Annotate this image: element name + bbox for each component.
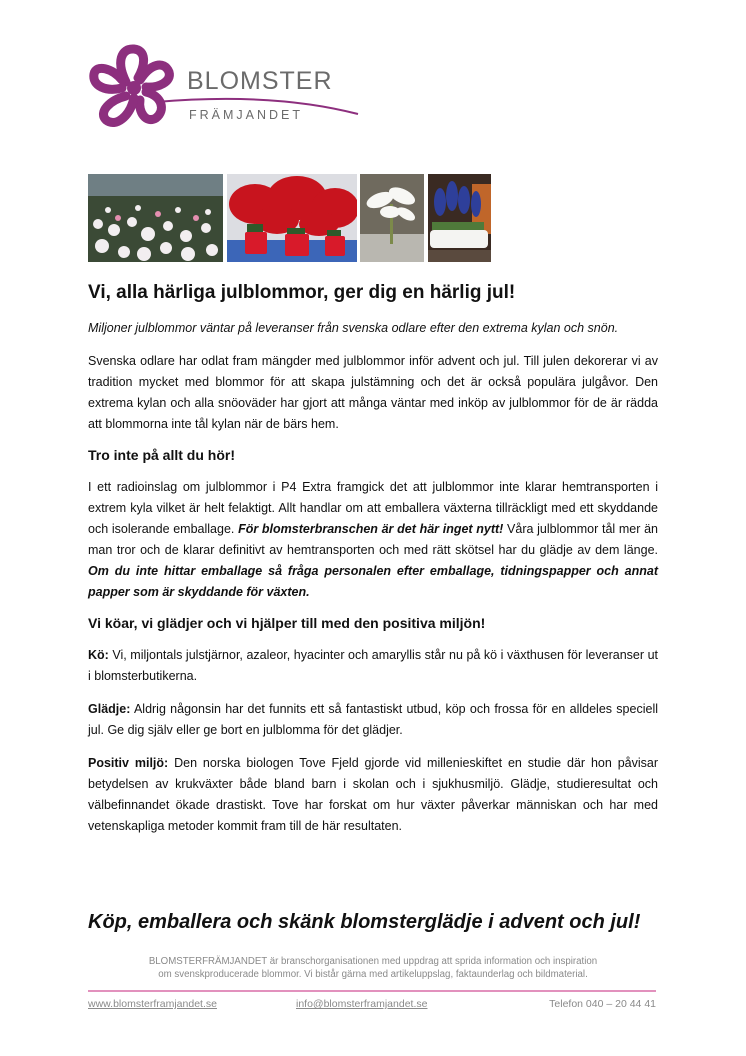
label-gladje: Glädje: [88, 702, 131, 716]
paragraph-radio [88, 477, 658, 603]
text-gladje: Aldrig någonsin har det funnits ett så fantastiskt utbud, köp och frossa för en alldeles speciell jul. Ge dig själv eller ge bort en julblomma för det glädjer. [88, 702, 658, 737]
logo-subtitle: FRÄMJANDET [189, 108, 304, 122]
footer-note-line-2: om svenskproducerade blommor. Vi bistår gärna med artikeluppslag, faktaunderlag och bildmaterial. [158, 969, 588, 980]
email-link[interactable]: info@blomsterframjandet.se [296, 998, 428, 1010]
photo-poinsettias [227, 174, 357, 262]
label-positiv-miljo: Positiv miljö: [88, 756, 169, 770]
article-lead: Miljoner julblommor väntar på leveranser från svenska odlare efter den extrema kylan och snön. [88, 321, 619, 335]
paragraph-ko [88, 645, 658, 687]
paragraph-radio-emphasis-2: Om du inte hittar emballage så fråga personalen efter emballage, tidningspapper och annat papper som är skyddande för växten. [88, 564, 658, 599]
closing-slogan: Köp, emballera och skänk blomsterglädje i advent och jul! [88, 911, 641, 933]
label-ko: Kö: [88, 648, 109, 662]
paragraph-positiv-miljo [88, 753, 658, 837]
website-link[interactable]: www.blomsterframjandet.se [88, 998, 217, 1010]
paragraph-radio-text-a: I ett radioinslag om julblommor i P4 Extra framgick det att julblommor inte klarar hemtransporten i extrem kyla vilket är helt felaktigt. Allt handlar om att emballera växterna tillräckligt med ett skyddande och isolerande emballage. [88, 480, 658, 536]
paragraph-intro: Svenska odlare har odlat fram mängder med julblommor inför advent och jul. Till julen dekorerar vi av tradition mycket med blommor för att skapa julstämning och det är också populära julgåvor. Den extrema kylan och alla snöoväder har gjort att många väntar med inköp av julblommor för de är rädda att blommorna inte tål kylan när de bärs hem. [88, 354, 658, 431]
footer-note [88, 955, 658, 981]
footer-note-line-1: BLOMSTERFRÄMJANDET är branschorganisationen med uppdrag att sprida information och inspiration [148, 956, 598, 967]
paragraph-radio-text-c: Våra julblommor tål mer än man tror och de klarar definitivt av hemtransporten och med rätt skötsel har du glädje av dem länge. [88, 522, 659, 557]
footer-divider [88, 990, 656, 992]
text-positiv-miljo: Den norska biologen Tove Fjeld gjorde vid millenieskiftet en studie där hon påvisar betydelsen av krukväxter både bland barn i skolan och i sjukhusmiljö. Glädje, studieresultat och välbefinnandet ökade drastiskt. Tove har forskat om hur växter påverkar människan och har med vetenskapliga metoder kommit fram till de här resultaten. [88, 756, 658, 833]
text-ko: Vi, miljontals julstjärnor, azaleor, hyacinter och amaryllis står nu på kö i växthusen för leveranser ut i blomsterbutikerna. [88, 648, 658, 683]
paragraph-radio-emphasis-1: För blomsterbranschen är det här inget nytt! [238, 522, 504, 536]
paragraph-gladje [88, 699, 658, 741]
heading-vi-koar: Vi köar, vi glädjer och vi hjälper till med den positiva miljön! [88, 615, 486, 631]
article [88, 282, 658, 849]
article-title: Vi, alla härliga julblommor, ger dig en härlig jul! [88, 282, 516, 303]
phone-number: Telefon 040 – 20 44 41 [549, 998, 656, 1010]
logo-wordmark: BLOMSTER [187, 67, 333, 95]
heading-tro-inte: Tro inte på allt du hör! [88, 447, 235, 463]
photo-azaleas [88, 174, 223, 262]
photo-hyacinths [428, 174, 491, 262]
photo-amaryllis [360, 174, 424, 262]
